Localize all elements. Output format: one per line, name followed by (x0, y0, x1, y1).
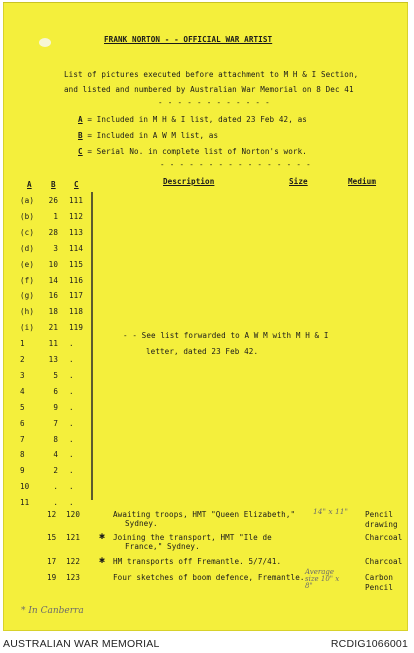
row-cell-c: . (69, 418, 74, 428)
row-cell-b: 3 (53, 243, 58, 253)
row-cell-b: 28 (48, 227, 58, 237)
row-cell-b: 8 (53, 434, 58, 444)
entry-medium: Pencil (365, 583, 394, 592)
row-cell-b: 11 (48, 339, 58, 349)
row-cell-c: 117 (69, 291, 84, 301)
row-cell-b: . (53, 498, 58, 508)
see-list-note-line-2: letter, dated 23 Feb 42. (146, 347, 259, 356)
row-cell-c: 119 (69, 323, 84, 333)
row-cell-b: 14 (48, 275, 58, 285)
intro-line-2: and listed and numbered by Australian War Memorial on 8 Dec 41 (64, 85, 354, 94)
column-header-size: Size (289, 177, 308, 186)
footer-identifier: RCDIG1066001 (330, 638, 408, 650)
intro-line-1: List of pictures executed before attachment to M H & I Section, (64, 70, 359, 79)
entry-medium: Charcoal (365, 533, 403, 542)
entry-desc: HM transports off Fremantle. 5/7/41. (113, 557, 282, 566)
entry-desc: Joining the transport, HMT "Ile de (113, 533, 272, 542)
footer-institution: AUSTRALIAN WAR MEMORIAL (3, 638, 160, 650)
entry-size: Average size 10" x 8" (305, 568, 340, 590)
row-cell-a: 9 (20, 466, 25, 476)
row-cell-a: (i) (20, 323, 35, 333)
row-cell-c: 111 (69, 196, 84, 205)
row-cell-b: 13 (48, 355, 58, 364)
grouping-brace (91, 192, 93, 500)
entry-medium: Carbon (365, 573, 394, 582)
row-cell-c: 115 (69, 259, 84, 269)
entry-desc: Four sketches of boom defence, Fremantle. (113, 573, 305, 582)
entry-c: 123 (66, 573, 81, 582)
row-cell-c: . (69, 466, 74, 476)
row-cell-a: (d) (20, 243, 35, 253)
entry-desc: France," Sydney. (125, 542, 200, 551)
row-cell-b: 18 (48, 307, 58, 317)
row-cell-b: 5 (53, 370, 58, 380)
row-cell-a: (b) (20, 211, 35, 221)
row-cell-a: 4 (20, 386, 25, 396)
row-cell-c: 116 (69, 275, 84, 285)
row-cell-a: 5 (20, 402, 25, 412)
row-cell-a: 2 (20, 355, 25, 364)
entry-c: 121 (66, 533, 81, 542)
row-cell-c: . (69, 482, 74, 492)
row-cell-c: . (69, 370, 74, 380)
entry-mark: ✱ (99, 555, 106, 566)
column-header-a: A (27, 180, 32, 189)
entry-c: 120 (66, 510, 81, 519)
row-cell-b: 4 (53, 450, 58, 460)
entry-size: 14" x 11" (313, 507, 348, 516)
row-cell-a: 3 (20, 370, 25, 380)
row-cell-a: 11 (20, 498, 30, 508)
entry-medium: Charcoal (365, 557, 403, 566)
row-cell-c: . (69, 498, 74, 508)
entry-mark: ✱ (99, 531, 106, 542)
row-cell-a: (h) (20, 307, 35, 317)
legend-item-b: B = Included in A W M list, as (78, 131, 219, 140)
row-cell-a: 7 (20, 434, 25, 444)
entry-b: 15 (47, 533, 57, 542)
separator-line: - - - - - - - - - - - - (158, 98, 271, 107)
entry-desc: Sydney. (125, 519, 158, 528)
entry-b: 17 (47, 557, 57, 566)
row-cell-c: 113 (69, 227, 84, 237)
row-cell-c: 114 (69, 243, 84, 253)
punch-hole-mark (39, 38, 51, 47)
document-title: FRANK NORTON - - OFFICIAL WAR ARTIST (104, 35, 273, 44)
row-cell-b: . (53, 482, 58, 492)
row-cell-c: . (69, 355, 74, 364)
document-page (3, 2, 408, 631)
row-cell-b: 9 (53, 402, 58, 412)
entry-b: 19 (47, 573, 57, 582)
entry-c: 122 (66, 557, 81, 566)
row-cell-a: (c) (20, 227, 35, 237)
handwritten-note: * In Canberra (21, 606, 84, 616)
row-cell-c: . (69, 386, 74, 396)
legend-item-c: C = Serial No. in complete list of Norton's work. (78, 147, 307, 156)
row-cell-a: 1 (20, 339, 25, 349)
legend-item-a: A = Included in M H & I list, dated 23 Feb 42, as (78, 115, 307, 124)
column-header-medium: Medium (348, 177, 377, 186)
entry-desc: Awaiting troops, HMT "Queen Elizabeth," (113, 510, 296, 519)
row-cell-b: 10 (48, 259, 58, 269)
row-cell-a: 8 (20, 450, 25, 460)
row-cell-b: 21 (48, 323, 58, 333)
row-cell-a: (a) (20, 196, 35, 205)
row-cell-b: 26 (48, 196, 58, 205)
row-cell-c: . (69, 450, 74, 460)
row-cell-c: . (69, 402, 74, 412)
entry-b: 12 (47, 510, 57, 519)
entry-medium: drawing (365, 520, 398, 529)
legend-separator: - - - - - - - - - - - - - - - - (160, 160, 312, 169)
row-cell-a: (e) (20, 259, 35, 269)
row-cell-b: 6 (53, 386, 58, 396)
row-cell-c: 112 (69, 211, 84, 221)
row-cell-b: 2 (53, 466, 58, 476)
row-cell-c: . (69, 434, 74, 444)
row-cell-a: 6 (20, 418, 25, 428)
row-cell-a: (f) (20, 275, 35, 285)
column-header-b: B (51, 180, 56, 189)
row-cell-b: 16 (48, 291, 58, 301)
row-cell-a: 10 (20, 482, 30, 492)
row-cell-b: 1 (53, 211, 58, 221)
see-list-note-line-1: - - See list forwarded to A W M with M H & I (123, 331, 329, 340)
entry-medium: Pencil (365, 510, 394, 519)
column-header-description: Description (163, 177, 215, 186)
row-cell-c: 118 (69, 307, 84, 317)
row-cell-b: 7 (53, 418, 58, 428)
column-header-c: C (74, 180, 79, 189)
row-cell-c: . (69, 339, 74, 349)
row-cell-a: (g) (20, 291, 35, 301)
